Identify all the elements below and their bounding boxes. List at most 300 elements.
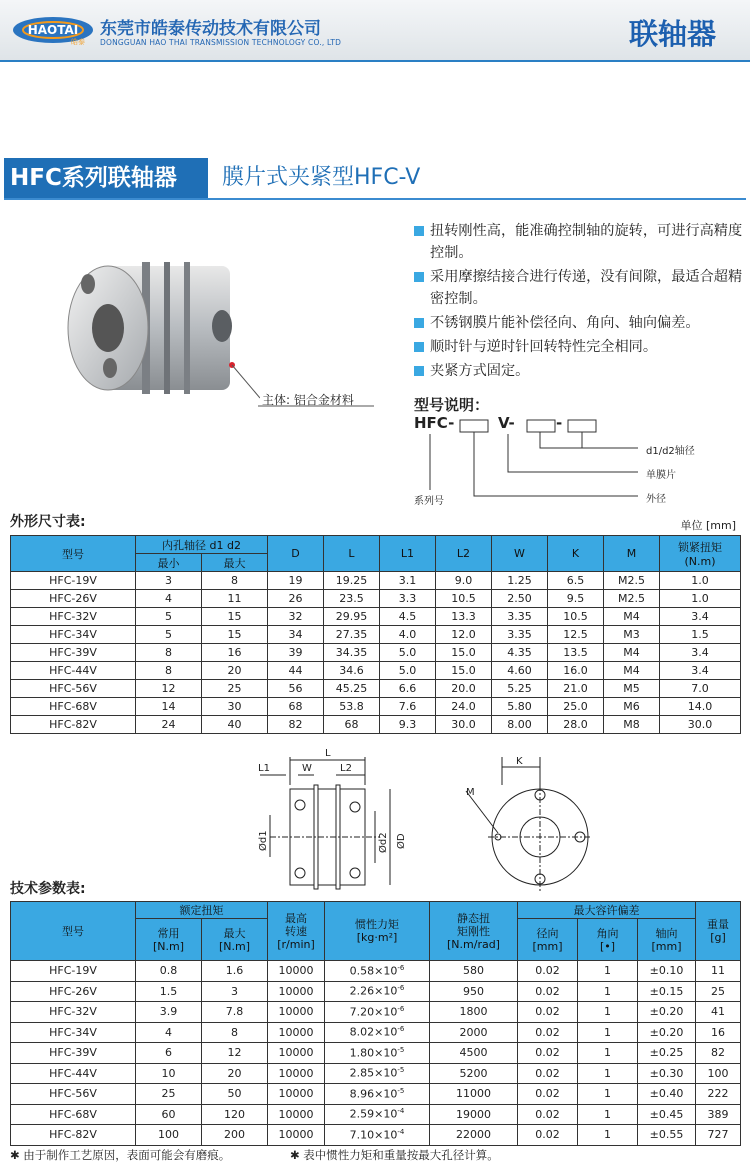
table-cell: ±0.20 — [638, 1002, 696, 1023]
table-cell: 11000 — [430, 1084, 518, 1105]
table-cell: 1.0 — [660, 572, 741, 590]
table-cell: 8 — [136, 644, 202, 662]
table-row — [11, 698, 741, 716]
table-cell: 13.3 — [436, 608, 492, 626]
table-cell: 3.1 — [380, 572, 436, 590]
table-cell: 27.35 — [324, 626, 380, 644]
table-cell: 12.5 — [548, 626, 604, 644]
table-cell: 34 — [268, 626, 324, 644]
col-speed-l1: 最高 — [285, 911, 307, 925]
table-cell: HFC-44V — [11, 1063, 136, 1084]
table-cell: 82 — [696, 1043, 741, 1064]
table-cell: 15.0 — [436, 644, 492, 662]
table-cell: 24.0 — [436, 698, 492, 716]
table-cell: 0.02 — [518, 961, 578, 982]
drawing-label-D: ØD — [396, 833, 407, 849]
table-cell: HFC-68V — [11, 698, 136, 716]
table-cell: 1 — [578, 1043, 638, 1064]
inertia-exponent: -4 — [397, 1107, 405, 1116]
dim-table-caption: 外形尺寸表: — [10, 514, 86, 530]
table-cell: 21.0 — [548, 680, 604, 698]
model-label-bore: d1/d2轴径 — [646, 446, 695, 457]
table-cell: 0.02 — [518, 1125, 578, 1146]
col-angular-unit: [•] — [599, 939, 616, 953]
model-label-series: 系列号 — [414, 496, 444, 507]
table-cell: 4.35 — [492, 644, 548, 662]
table-cell: 5.80 — [492, 698, 548, 716]
table-cell: 12.0 — [436, 626, 492, 644]
footnote-right: ✱ 表中惯性力矩和重量按最大孔径计算。 — [290, 1148, 499, 1162]
table-cell: 3.35 — [492, 608, 548, 626]
inertia-mantissa: 1.80 — [349, 1046, 375, 1060]
inertia-exponent: -6 — [397, 963, 405, 972]
table-cell: 8 — [136, 662, 202, 680]
table-cell: HFC-34V — [11, 626, 136, 644]
table-cell: 32 — [268, 608, 324, 626]
table-cell: 727 — [696, 1125, 741, 1146]
page-category-title: 联轴器 — [628, 17, 716, 51]
table-cell: 1 — [578, 961, 638, 982]
inertia-mantissa: 2.26 — [349, 985, 375, 999]
table-row — [11, 680, 741, 698]
table-cell: HFC-19V — [11, 961, 136, 982]
table-cell: HFC-82V — [11, 716, 136, 734]
table-cell: 5.0 — [380, 644, 436, 662]
inertia-mantissa: 2.85 — [349, 1067, 375, 1081]
table-cell: 41 — [696, 1002, 741, 1023]
table-cell: 11 — [202, 590, 268, 608]
model-label-single: 单膜片 — [646, 470, 676, 481]
table-cell: 10 — [136, 1063, 202, 1084]
drawing-label-M: M — [466, 787, 475, 798]
table-cell: 34.6 — [324, 662, 380, 680]
table-cell — [325, 1125, 430, 1146]
dimension-table-body — [11, 572, 741, 734]
section-title-bar — [4, 158, 746, 200]
table-cell: HFC-39V — [11, 644, 136, 662]
col-model: 型号 — [11, 536, 136, 572]
table-cell: 5.0 — [380, 662, 436, 680]
col-inertia-unit: [kg·m²] — [356, 931, 398, 944]
inertia-times: ×10 — [374, 964, 398, 978]
col-M: M — [604, 536, 660, 572]
company-name-en: DONGGUAN HAO THAI TRANSMISSION TECHNOLOGY CO., LTD — [100, 38, 342, 47]
table-cell: 10000 — [268, 1043, 325, 1064]
col-axial-label: 轴向 — [655, 926, 678, 940]
table-row — [11, 716, 741, 734]
col-speed-l2: 转速 — [285, 924, 307, 938]
inertia-mantissa: 0.58 — [349, 964, 375, 978]
col-rated-torque: 额定扭矩 — [136, 902, 268, 919]
table-cell: 0.02 — [518, 1104, 578, 1125]
table-cell: 22000 — [430, 1125, 518, 1146]
section-title-sub: 膜片式夹紧型HFC-V — [222, 165, 421, 190]
col-axial-unit: [mm] — [651, 939, 682, 953]
col-normal-torque — [136, 919, 202, 961]
table-row — [11, 608, 741, 626]
table-cell: 3.4 — [660, 644, 741, 662]
table-cell: 7.6 — [380, 698, 436, 716]
table-cell: 20 — [202, 662, 268, 680]
table-cell: 12 — [136, 680, 202, 698]
table-cell: 10000 — [268, 981, 325, 1002]
col-L2: L2 — [436, 536, 492, 572]
table-cell: 1.6 — [202, 961, 268, 982]
table-cell: HFC-32V — [11, 1002, 136, 1023]
inertia-times: ×10 — [374, 1087, 398, 1101]
inertia-times: ×10 — [374, 1067, 398, 1081]
model-dash: - — [556, 414, 563, 432]
table-cell: 9.5 — [548, 590, 604, 608]
table-cell: 68 — [268, 698, 324, 716]
drawing-label-K: K — [516, 756, 523, 767]
table-cell: 0.02 — [518, 1063, 578, 1084]
model-code-diagram — [410, 412, 740, 512]
table-cell: HFC-19V — [11, 572, 136, 590]
table-cell: M6 — [604, 698, 660, 716]
inertia-times: ×10 — [374, 1108, 398, 1122]
callout-underline — [258, 400, 376, 408]
col-bore: 内孔轴径 d1 d2 — [136, 536, 268, 554]
table-cell: 19.25 — [324, 572, 380, 590]
table-cell: ±0.45 — [638, 1104, 696, 1125]
col-max-unit: [N.m] — [218, 939, 251, 953]
col-radial-unit: [mm] — [532, 939, 563, 953]
table-cell: 1.5 — [136, 981, 202, 1002]
table-cell: 19 — [268, 572, 324, 590]
table-cell: HFC-39V — [11, 1043, 136, 1064]
table-cell: 4 — [136, 1022, 202, 1043]
table-cell: 29.95 — [324, 608, 380, 626]
table-row — [11, 1043, 741, 1064]
table-cell: 12 — [202, 1043, 268, 1064]
col-bore-max: 最大 — [202, 554, 268, 572]
table-row — [11, 981, 741, 1002]
inertia-times: ×10 — [374, 1128, 398, 1142]
table-cell: 120 — [202, 1104, 268, 1125]
table-cell: 3 — [136, 572, 202, 590]
table-cell: 1 — [578, 1022, 638, 1043]
col-axial — [638, 919, 696, 961]
table-cell: 1 — [578, 1125, 638, 1146]
feature-item: 扭转刚性高，能准确控制轴的旋转，可进行高精度控制。 — [414, 220, 744, 264]
table-cell: ±0.55 — [638, 1125, 696, 1146]
dimension-table — [10, 535, 741, 734]
table-cell: 0.02 — [518, 981, 578, 1002]
table-cell: 3.3 — [380, 590, 436, 608]
table-cell: 14.0 — [660, 698, 741, 716]
table-cell: 0.02 — [518, 1043, 578, 1064]
table-cell: 389 — [696, 1104, 741, 1125]
table-cell: 11 — [696, 961, 741, 982]
table-cell: 25 — [136, 1084, 202, 1105]
table-cell — [325, 1104, 430, 1125]
table-cell: 25 — [202, 680, 268, 698]
inertia-times: ×10 — [374, 1026, 398, 1040]
col-D: D — [268, 536, 324, 572]
col-max-deviation: 最大容许偏差 — [518, 902, 696, 919]
table-cell: 5 — [136, 626, 202, 644]
table-cell — [325, 1063, 430, 1084]
table-cell: 2000 — [430, 1022, 518, 1043]
logo-text: HAOTAI — [27, 23, 79, 37]
table-cell: 50 — [202, 1084, 268, 1105]
table-cell: 10.5 — [436, 590, 492, 608]
table-row — [11, 572, 741, 590]
table-cell — [325, 1043, 430, 1064]
table-cell: 4.0 — [380, 626, 436, 644]
col-torque-label: 锁紧扭矩 — [678, 541, 722, 554]
table-cell: 24 — [136, 716, 202, 734]
col-speed-l3: [r/min] — [277, 937, 315, 951]
col-max-label: 最大 — [223, 926, 246, 940]
table-cell: M4 — [604, 644, 660, 662]
table-cell: M4 — [604, 608, 660, 626]
table-cell: 7.8 — [202, 1002, 268, 1023]
table-cell: 16 — [202, 644, 268, 662]
table-cell: 8 — [202, 1022, 268, 1043]
table-cell: 0.02 — [518, 1002, 578, 1023]
inertia-exponent: -6 — [397, 1025, 405, 1034]
inertia-exponent: -6 — [397, 984, 405, 993]
table-cell — [325, 1002, 430, 1023]
table-cell: 9.0 — [436, 572, 492, 590]
table-cell: 0.02 — [518, 1022, 578, 1043]
table-cell: 3.9 — [136, 1002, 202, 1023]
table-cell: ±0.30 — [638, 1063, 696, 1084]
table-cell: 20.0 — [436, 680, 492, 698]
table-cell: 68 — [324, 716, 380, 734]
inertia-mantissa: 8.02 — [349, 1026, 375, 1040]
table-cell: 0.8 — [136, 961, 202, 982]
col-K: K — [548, 536, 604, 572]
dim-table-unit: 单位 [mm] — [680, 519, 736, 532]
inertia-times: ×10 — [374, 1005, 398, 1019]
table-cell: 16 — [696, 1022, 741, 1043]
table-cell: ±0.20 — [638, 1022, 696, 1043]
table-cell: 3.35 — [492, 626, 548, 644]
table-cell: 1 — [578, 1002, 638, 1023]
table-cell: ±0.10 — [638, 961, 696, 982]
col-speed — [268, 902, 325, 961]
table-cell: 6 — [136, 1043, 202, 1064]
col-angular — [578, 919, 638, 961]
model-explanation-title: 型号说明： — [414, 396, 490, 414]
table-row — [11, 662, 741, 680]
col-model: 型号 — [11, 902, 136, 961]
table-cell: M2.5 — [604, 590, 660, 608]
table-cell: 15 — [202, 626, 268, 644]
table-cell: 8 — [202, 572, 268, 590]
table-cell: 60 — [136, 1104, 202, 1125]
table-cell: 200 — [202, 1125, 268, 1146]
table-cell: HFC-68V — [11, 1104, 136, 1125]
table-cell: HFC-82V — [11, 1125, 136, 1146]
company-name-cn: 东莞市皓泰传动技术有限公司 — [100, 19, 321, 39]
inertia-exponent: -5 — [397, 1066, 405, 1075]
col-max-torque — [202, 919, 268, 961]
table-cell: 23.5 — [324, 590, 380, 608]
table-cell: 10000 — [268, 961, 325, 982]
material-callout: 主体: 铝合金材料 — [262, 393, 354, 407]
table-row — [11, 1063, 741, 1084]
col-stiffness — [430, 902, 518, 961]
technical-table — [10, 901, 741, 1146]
table-cell: 10000 — [268, 1104, 325, 1125]
table-row — [11, 644, 741, 662]
inertia-times: ×10 — [374, 1046, 398, 1060]
table-cell: 10000 — [268, 1063, 325, 1084]
inertia-exponent: -4 — [397, 1127, 405, 1136]
table-cell: 19000 — [430, 1104, 518, 1125]
table-cell: HFC-56V — [11, 680, 136, 698]
technical-drawing — [240, 745, 620, 895]
table-cell: ±0.25 — [638, 1043, 696, 1064]
col-W: W — [492, 536, 548, 572]
table-cell: HFC-34V — [11, 1022, 136, 1043]
col-torque-unit: (N.m) — [684, 555, 716, 568]
drawing-label-d2: Ød2 — [378, 832, 389, 853]
model-code-lines — [410, 412, 740, 512]
table-cell: M5 — [604, 680, 660, 698]
table-cell: 30 — [202, 698, 268, 716]
col-torque — [660, 536, 741, 572]
inertia-times: ×10 — [374, 985, 398, 999]
table-cell: 3.4 — [660, 662, 741, 680]
table-cell: 4.60 — [492, 662, 548, 680]
col-normal-unit: [N.m] — [152, 939, 185, 953]
table-cell: 30.0 — [660, 716, 741, 734]
table-cell — [325, 1022, 430, 1043]
table-cell: 56 — [268, 680, 324, 698]
footnote-left: ✱ 由于制作工艺原因，表面可能会有磨痕。 — [10, 1148, 231, 1162]
table-cell: 10000 — [268, 1002, 325, 1023]
table-cell: M8 — [604, 716, 660, 734]
col-bore-min: 最小 — [136, 554, 202, 572]
table-cell: 15 — [202, 608, 268, 626]
table-cell: 5200 — [430, 1063, 518, 1084]
table-row — [11, 1104, 741, 1125]
table-row — [11, 1002, 741, 1023]
col-weight-unit: [g] — [710, 931, 726, 944]
col-weight — [696, 902, 741, 961]
feature-item: 不锈钢膜片能补偿径向、角向、轴向偏差。 — [414, 312, 744, 334]
col-weight-label: 重量 — [707, 918, 730, 931]
table-cell: 4 — [136, 590, 202, 608]
table-cell: 8.00 — [492, 716, 548, 734]
col-stiffness-l2: 矩刚性 — [457, 924, 490, 938]
table-cell — [325, 961, 430, 982]
table-cell: 10000 — [268, 1084, 325, 1105]
inertia-mantissa: 7.10 — [349, 1128, 375, 1142]
table-cell: 82 — [268, 716, 324, 734]
table-cell: 16.0 — [548, 662, 604, 680]
table-cell: 3 — [202, 981, 268, 1002]
feature-list — [414, 220, 744, 384]
feature-item: 采用摩擦结接合进行传递，没有间隙，最适合超精密控制。 — [414, 266, 744, 310]
table-cell: ±0.15 — [638, 981, 696, 1002]
inertia-mantissa: 8.96 — [349, 1087, 375, 1101]
table-cell: 1 — [578, 1063, 638, 1084]
table-cell: 6.5 — [548, 572, 604, 590]
table-cell: 28.0 — [548, 716, 604, 734]
table-cell: 10000 — [268, 1022, 325, 1043]
col-normal-label: 常用 — [157, 926, 180, 940]
table-cell: 4500 — [430, 1043, 518, 1064]
table-cell: 10000 — [268, 1125, 325, 1146]
table-cell: 40 — [202, 716, 268, 734]
col-stiffness-l3: [N.m/rad] — [447, 937, 500, 951]
feature-item: 顺时针与逆时针回转特性完全相同。 — [414, 336, 744, 358]
inertia-exponent: -5 — [397, 1045, 405, 1054]
table-cell: 1800 — [430, 1002, 518, 1023]
table-cell: 14 — [136, 698, 202, 716]
tech-table-caption: 技术参数表: — [10, 881, 86, 897]
model-prefix: HFC- — [414, 414, 455, 432]
inertia-mantissa: 2.59 — [349, 1108, 375, 1122]
table-cell: 9.3 — [380, 716, 436, 734]
table-cell: HFC-32V — [11, 608, 136, 626]
table-cell: 950 — [430, 981, 518, 1002]
table-cell — [325, 981, 430, 1002]
model-label-od: 外径 — [646, 494, 666, 505]
table-cell: 20 — [202, 1063, 268, 1084]
table-row — [11, 961, 741, 982]
table-cell: 30.0 — [436, 716, 492, 734]
product-image — [60, 238, 260, 418]
table-cell: 13.5 — [548, 644, 604, 662]
inertia-exponent: -5 — [397, 1086, 405, 1095]
table-cell: 25 — [696, 981, 741, 1002]
table-cell: HFC-26V — [11, 981, 136, 1002]
section-title-main: HFC系列联轴器 — [4, 158, 208, 198]
table-row — [11, 1022, 741, 1043]
table-cell: 15.0 — [436, 662, 492, 680]
table-cell: 45.25 — [324, 680, 380, 698]
table-cell: 26 — [268, 590, 324, 608]
drawing-label-L1: L1 — [258, 763, 270, 774]
table-cell: 1.5 — [660, 626, 741, 644]
table-cell: 5.25 — [492, 680, 548, 698]
table-cell: 1 — [578, 981, 638, 1002]
logo-sub: 皓泰 — [71, 38, 85, 46]
table-cell: 1.25 — [492, 572, 548, 590]
inertia-exponent: -6 — [397, 1004, 405, 1013]
table-row — [11, 590, 741, 608]
drawing-label-d1: Ød1 — [258, 830, 269, 851]
table-cell: 1 — [578, 1084, 638, 1105]
table-row — [11, 1125, 741, 1146]
table-cell: 100 — [136, 1125, 202, 1146]
col-inertia-label: 惯性力矩 — [355, 918, 399, 931]
table-cell: M2.5 — [604, 572, 660, 590]
table-cell: 222 — [696, 1084, 741, 1105]
table-cell: 3.4 — [660, 608, 741, 626]
table-cell: 7.0 — [660, 680, 741, 698]
feature-item: 夹紧方式固定。 — [414, 360, 744, 382]
table-cell: ±0.40 — [638, 1084, 696, 1105]
col-radial-label: 径向 — [536, 926, 559, 940]
table-cell: 6.6 — [380, 680, 436, 698]
col-radial — [518, 919, 578, 961]
drawing-label-L: L — [325, 748, 331, 759]
table-cell: 580 — [430, 961, 518, 982]
model-mid: V- — [498, 414, 515, 432]
col-L: L — [324, 536, 380, 572]
col-inertia — [325, 902, 430, 961]
table-row — [11, 626, 741, 644]
table-cell: HFC-56V — [11, 1084, 136, 1105]
